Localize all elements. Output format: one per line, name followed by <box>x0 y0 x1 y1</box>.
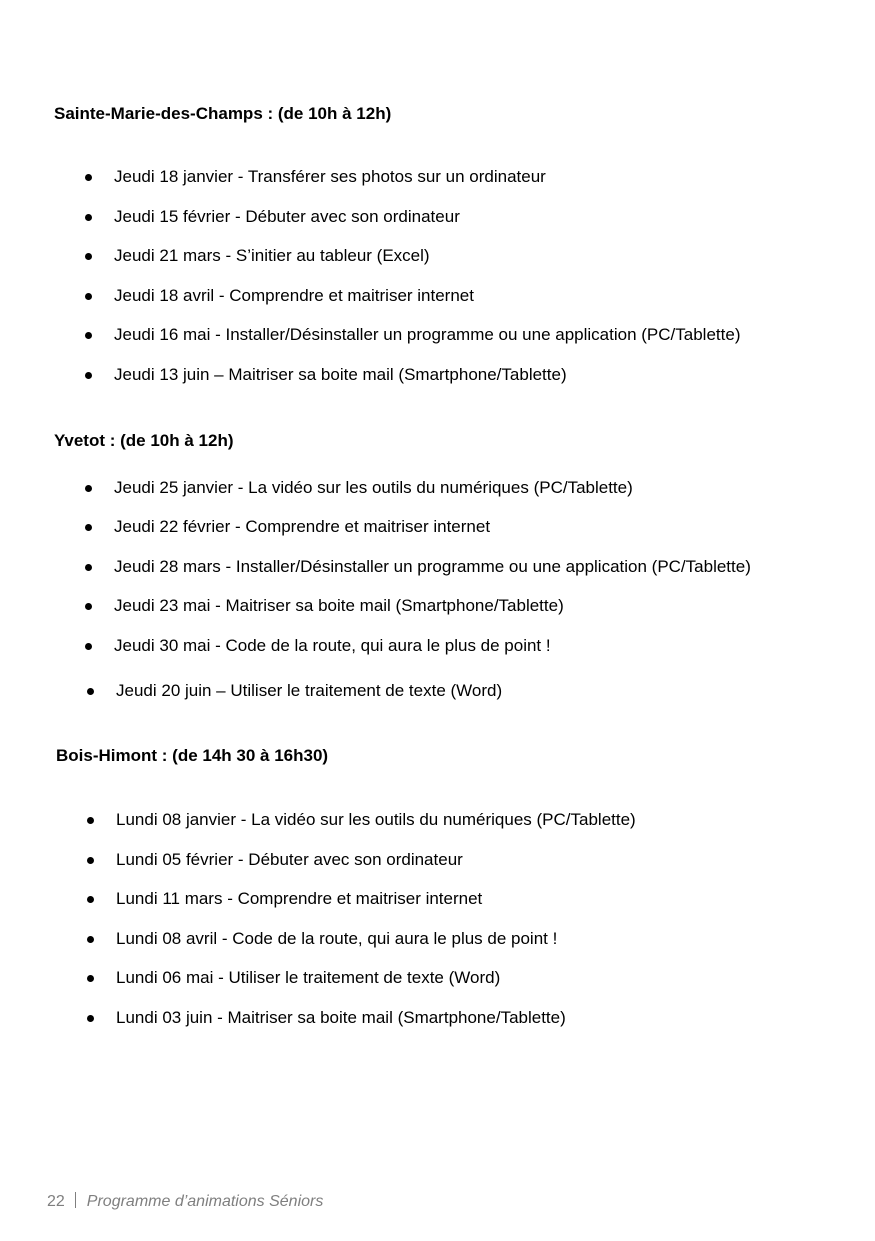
list-item: Jeudi 18 avril - Comprendre et maitriser internet <box>114 286 474 305</box>
list-item: Jeudi 28 mars - Installer/Désinstaller un programme ou une application (PC/Tablette) <box>114 557 751 576</box>
section-title-bois-himont: Bois-Himont : (de 14h 30 à 16h30) <box>56 746 329 765</box>
bullet-icon <box>87 936 94 943</box>
list-item: Jeudi 23 mai - Maitriser sa boite mail (Smartphone/Tablette) <box>114 596 564 615</box>
bullet-icon <box>85 293 92 300</box>
bullet-icon <box>87 857 94 864</box>
bullet-icon <box>87 975 94 982</box>
list-item: Jeudi 21 mars - S’initier au tableur (Excel) <box>114 246 430 265</box>
bullet-icon <box>85 564 92 571</box>
bullet-icon <box>85 253 92 260</box>
list-item: Jeudi 20 juin – Utiliser le traitement de texte (Word) <box>116 681 503 700</box>
page-footer <box>47 1192 323 1212</box>
bullet-icon <box>85 174 92 181</box>
bullet-icon <box>87 896 94 903</box>
bullet-icon <box>85 524 92 531</box>
bullet-icon <box>85 372 92 379</box>
bullet-icon <box>87 688 94 695</box>
bullet-icon <box>85 643 92 650</box>
footer-title: Programme d’animations Séniors <box>86 1193 324 1210</box>
bullet-icon <box>87 1015 94 1022</box>
list-item: Jeudi 16 mai - Installer/Désinstaller un programme ou une application (PC/Tablette) <box>114 325 741 344</box>
list-item: Jeudi 15 février - Débuter avec son ordinateur <box>114 207 460 226</box>
footer-divider <box>75 1192 76 1208</box>
list-item: Lundi 06 mai - Utiliser le traitement de texte (Word) <box>116 968 501 987</box>
bullet-icon <box>85 603 92 610</box>
list-item: Jeudi 30 mai - Code de la route, qui aura le plus de point ! <box>114 636 551 655</box>
list-item: Lundi 11 mars - Comprendre et maitriser internet <box>116 889 483 908</box>
list-item: Lundi 03 juin - Maitriser sa boite mail (Smartphone/Tablette) <box>116 1008 566 1027</box>
list-item: Jeudi 13 juin – Maitriser sa boite mail (Smartphone/Tablette) <box>114 365 567 384</box>
list-item: Jeudi 25 janvier - La vidéo sur les outils du numériques (PC/Tablette) <box>114 478 633 497</box>
bullet-icon <box>87 817 94 824</box>
page-number: 22 <box>47 1193 65 1210</box>
bullet-icon <box>85 332 92 339</box>
section-title-yvetot: Yvetot : (de 10h à 12h) <box>54 431 234 450</box>
list-item: Jeudi 18 janvier - Transférer ses photos sur un ordinateur <box>114 167 546 186</box>
list-item: Lundi 08 janvier - La vidéo sur les outils du numériques (PC/Tablette) <box>116 810 636 829</box>
list-item: Lundi 08 avril - Code de la route, qui aura le plus de point ! <box>116 929 558 948</box>
bullet-icon <box>85 485 92 492</box>
bullet-icon <box>85 214 92 221</box>
list-item: Jeudi 22 février - Comprendre et maitriser internet <box>114 517 491 536</box>
section-title-sainte-marie-des-champs: Sainte-Marie-des-Champs : (de 10h à 12h) <box>54 104 392 123</box>
list-item: Lundi 05 février - Débuter avec son ordinateur <box>116 850 463 869</box>
